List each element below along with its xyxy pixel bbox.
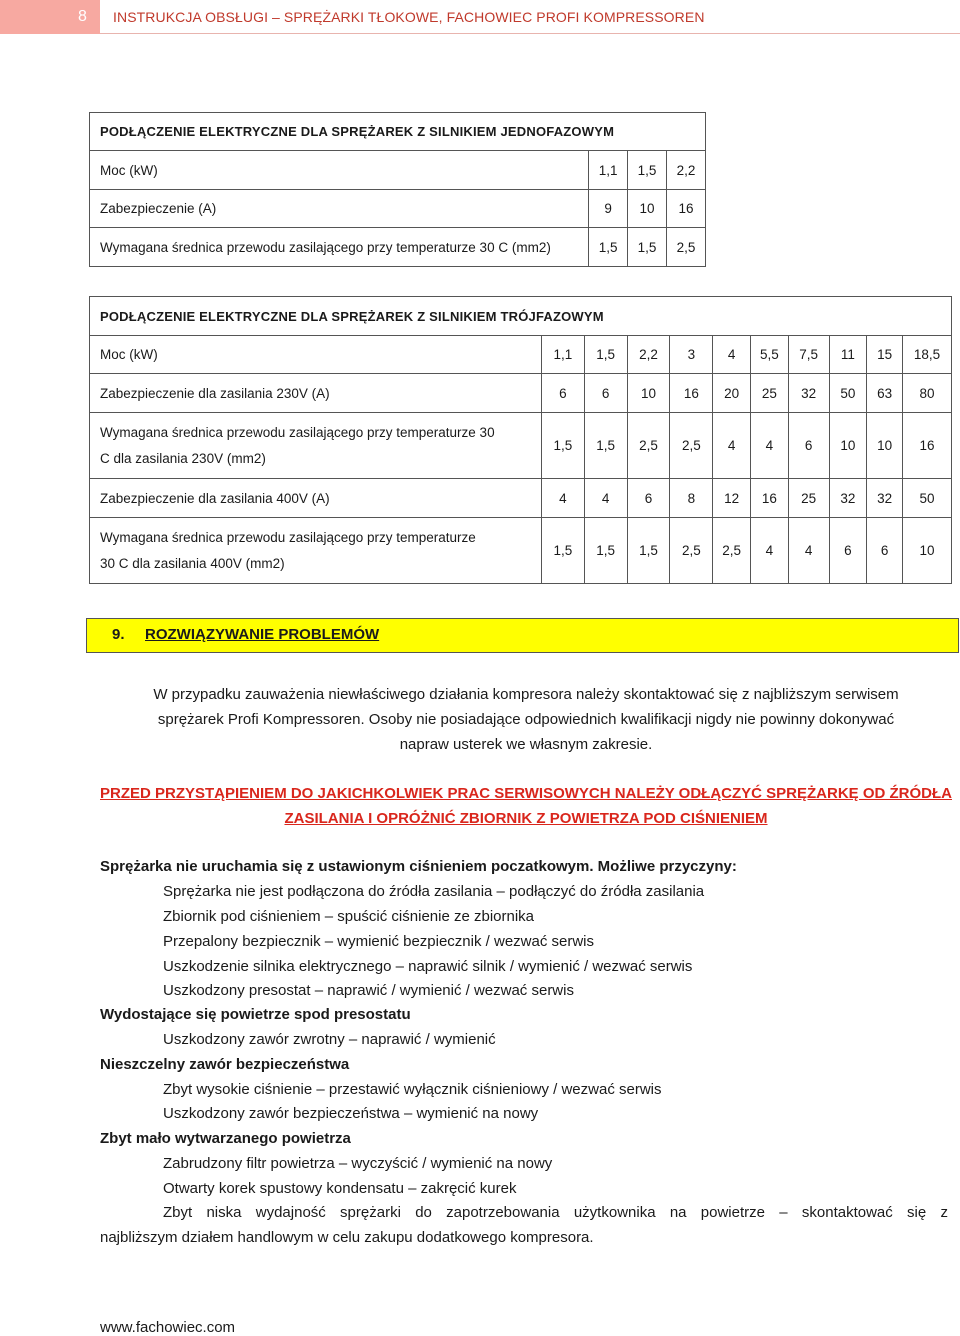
- cell: 12: [713, 479, 751, 518]
- cell: 25: [788, 479, 829, 518]
- cell: 4: [713, 413, 751, 479]
- problem-heading: Sprężarka nie uruchamia się z ustawionym ciśnieniem poczatkowym. Możliwe przyczyny:: [100, 858, 737, 875]
- cell: 11: [829, 336, 867, 374]
- table-caption: PODŁĄCZENIE ELEKTRYCZNE DLA SPRĘŻAREK Z SILNIKIEM JEDNOFAZOWYM: [90, 113, 706, 151]
- row-label: Moc (kW): [90, 151, 589, 190]
- problem-heading: Nieszczelny zawór bezpieczeństwa: [100, 1056, 350, 1073]
- cell: 4: [751, 413, 789, 479]
- row-label: Wymagana średnica przewodu zasilającego przy temperaturze 30 C dla zasilania 230V (mm2): [90, 413, 542, 479]
- cell: 50: [902, 479, 951, 518]
- cell: 2,5: [670, 518, 713, 584]
- cell: 10: [867, 413, 903, 479]
- problem-heading: Zbyt mało wytwarzanego powietrza: [100, 1130, 351, 1147]
- cell: 2,5: [713, 518, 751, 584]
- cell: 2,2: [627, 336, 670, 374]
- table-row: [90, 374, 952, 413]
- cell: 25: [751, 374, 789, 413]
- cell: 1,5: [584, 518, 627, 584]
- intro-line: sprężarek Profi Kompressoren. Osoby nie posiadające odpowiednich kwalifikacji nigdy nie powinny dokonywać: [157, 711, 895, 728]
- cell: 4: [584, 479, 627, 518]
- list-item: Uszkodzenie silnika elektrycznego – naprawić silnik / wymienić / wezwać serwis: [163, 958, 693, 975]
- cell: 2,5: [670, 413, 713, 479]
- warning-line: PRZED PRZYSTĄPIENIEM DO JAKICHKOLWIEK PRAC SERWISOWYCH NALEŻY ODŁĄCZYĆ SPRĘŻARKĘ OD ŹRÓDŁA: [100, 785, 952, 802]
- cell: 16: [670, 374, 713, 413]
- cell: 4: [713, 336, 751, 374]
- page-header: [0, 0, 960, 34]
- cell: 63: [867, 374, 903, 413]
- list-item: Zbyt wysokie ciśnienie – przestawić wyłącznik ciśnieniowy / wezwać serwis: [163, 1081, 662, 1098]
- list-item: Otwarty korek spustowy kondensatu – zakręcić kurek: [163, 1180, 517, 1197]
- three-phase-table: [89, 296, 952, 584]
- cell: 10: [902, 518, 951, 584]
- list-item: Uszkodzony zawór bezpieczeństwa – wymienić na nowy: [163, 1105, 539, 1122]
- cell: 6: [541, 374, 584, 413]
- table-row: [90, 336, 952, 374]
- table-row: [90, 479, 952, 518]
- cell: 1,5: [541, 518, 584, 584]
- cell: 16: [667, 190, 706, 228]
- list-item: Sprężarka nie jest podłączona do źródła zasilania – podłączyć do źródła zasilania: [163, 883, 705, 900]
- cell: 16: [902, 413, 951, 479]
- cell: 2,5: [627, 413, 670, 479]
- list-item-multiline: [100, 1200, 948, 1250]
- safety-warning: [100, 781, 952, 831]
- cell: 4: [541, 479, 584, 518]
- cell: 32: [829, 479, 867, 518]
- row-label: Zabezpieczenie (A): [90, 190, 589, 228]
- header-divider: [100, 33, 960, 34]
- document-title: INSTRUKCJA OBSŁUGI – SPRĘŻARKI TŁOKOWE, FACHOWIEC PROFI KOMPRESSOREN: [113, 9, 705, 25]
- cell: 4: [788, 518, 829, 584]
- cell: 16: [751, 479, 789, 518]
- cell: 80: [902, 374, 951, 413]
- table-row: [90, 228, 706, 267]
- cell: 2,5: [667, 228, 706, 267]
- row-label: Zabezpieczenie dla zasilania 400V (A): [90, 479, 542, 518]
- cell: 9: [589, 190, 628, 228]
- list-item: Uszkodzony presostat – naprawić / wymienić / wezwać serwis: [163, 982, 574, 999]
- cell: 1,5: [541, 413, 584, 479]
- cell: 6: [829, 518, 867, 584]
- row-label: Wymagana średnica przewodu zasilającego przy temperaturze 30 C (mm2): [90, 228, 589, 267]
- cell: 1,5: [584, 413, 627, 479]
- problem-heading: Wydostające się powietrze spod presostatu: [100, 1006, 411, 1023]
- cell: 1,5: [627, 518, 670, 584]
- row-label: Moc (kW): [90, 336, 542, 374]
- last-item-line2: najbliższym działem handlowym w celu zakupu dodatkowego kompresora.: [100, 1229, 594, 1246]
- section-title: ROZWIĄZYWANIE PROBLEMÓW: [145, 626, 380, 643]
- section-number: 9.: [112, 626, 125, 643]
- cell: 7,5: [788, 336, 829, 374]
- cell: 32: [788, 374, 829, 413]
- row-label: Wymagana średnica przewodu zasilającego przy temperaturze 30 C dla zasilania 400V (mm2): [90, 518, 542, 584]
- intro-line: napraw usterek we własnym zakresie.: [399, 736, 653, 753]
- section-heading: [86, 618, 959, 653]
- cell: 1,1: [589, 151, 628, 190]
- cell: 18,5: [902, 336, 951, 374]
- cell: 1,5: [628, 151, 667, 190]
- cell: 2,2: [667, 151, 706, 190]
- cell: 10: [628, 190, 667, 228]
- cell: 3: [670, 336, 713, 374]
- footer-url[interactable]: www.fachowiec.com: [100, 1319, 236, 1336]
- single-phase-table: [89, 112, 706, 267]
- list-item: Zabrudzony filtr powietrza – wyczyścić / wymienić na nowy: [163, 1155, 553, 1172]
- cell: 6: [788, 413, 829, 479]
- cell: 5,5: [751, 336, 789, 374]
- page-number-box: [0, 0, 100, 34]
- cell: 1,1: [541, 336, 584, 374]
- cell: 15: [867, 336, 903, 374]
- cell: 1,5: [584, 336, 627, 374]
- cell: 6: [867, 518, 903, 584]
- table-row: [90, 151, 706, 190]
- list-item: Uszkodzony zawór zwrotny – naprawić / wymienić: [163, 1031, 496, 1048]
- warning-line: ZASILANIA I OPRÓŻNIĆ ZBIORNIK Z POWIETRZA POD CIŚNIENIEM: [284, 810, 768, 827]
- table-row: [90, 413, 952, 479]
- intro-line: W przypadku zauważenia niewłaściwego działania kompresora należy skontaktować się z najbliższym serwisem: [153, 686, 899, 703]
- page-number: 8: [78, 8, 87, 25]
- cell: 1,5: [589, 228, 628, 267]
- cell: 50: [829, 374, 867, 413]
- list-item: Przepalony bezpiecznik – wymienić bezpiecznik / wezwać serwis: [163, 933, 595, 950]
- cell: 20: [713, 374, 751, 413]
- last-item-line1: Zbyt niska wydajność sprężarki do zapotrzebowania użytkownika na powietrze – skontaktować się z: [163, 1204, 948, 1221]
- table-row: [90, 190, 706, 228]
- cell: 10: [627, 374, 670, 413]
- table-row: [90, 518, 952, 584]
- cell: 8: [670, 479, 713, 518]
- cell: 10: [829, 413, 867, 479]
- cell: 6: [627, 479, 670, 518]
- list-item: Zbiornik pod ciśnieniem – spuścić ciśnienie ze zbiornika: [163, 908, 535, 925]
- cell: 4: [751, 518, 789, 584]
- table-caption: PODŁĄCZENIE ELEKTRYCZNE DLA SPRĘŻAREK Z SILNIKIEM TRÓJFAZOWYM: [90, 297, 952, 336]
- cell: 32: [867, 479, 903, 518]
- cell: 1,5: [628, 228, 667, 267]
- row-label: Zabezpieczenie dla zasilania 230V (A): [90, 374, 542, 413]
- cell: 6: [584, 374, 627, 413]
- intro-paragraph: [100, 682, 952, 757]
